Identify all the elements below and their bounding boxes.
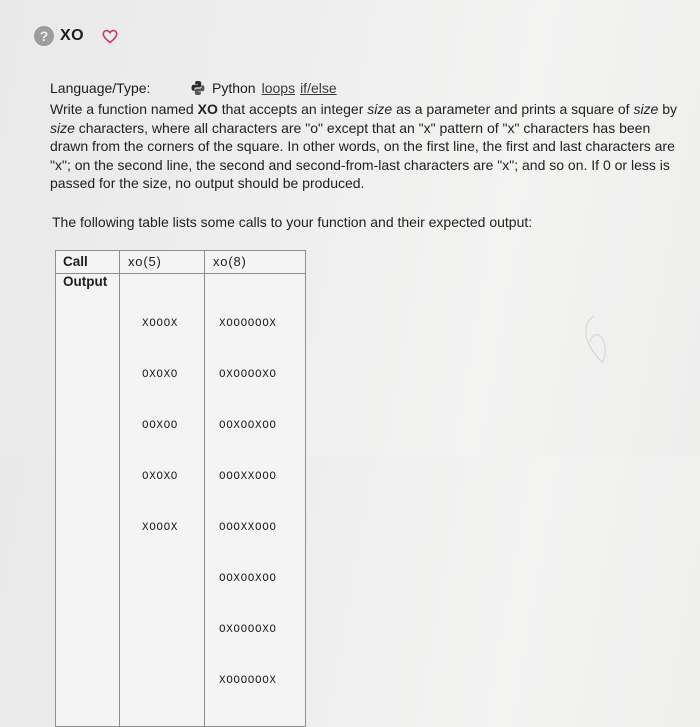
output-line: XOOOOOOX (219, 318, 277, 330)
tag-link-if-else[interactable]: if/else (300, 80, 337, 96)
output-line: XOOOX (142, 522, 179, 534)
call-cell: xo(8) (205, 251, 306, 274)
language-name: Python (212, 80, 256, 96)
description-text: that accepts an integer (217, 101, 368, 117)
table-header-row (56, 251, 306, 274)
python-icon (190, 80, 206, 96)
example-calls-table (55, 250, 306, 727)
description-text: characters, where all characters are "o" except that an "x" pattern of "x" characters has been drawn from the corners of the square. In other words, on the first line, the first and last characters are "x"; on the second line, the second and second-from-last characters are "x"; and so on. If 0 or less is passed for the size, no output should be produced. (50, 119, 675, 191)
call-header: Call (56, 251, 120, 274)
problem-header (34, 26, 118, 46)
output-line: OOOXXOOO (219, 471, 277, 483)
call-cell: xo(5) (120, 251, 205, 274)
description-text: as a parameter and prints a square of (392, 101, 634, 117)
tag-link-loops[interactable]: loops (261, 80, 296, 96)
output-cell (205, 274, 306, 727)
output-line: OXOXO (142, 369, 179, 381)
output-header: Output (56, 274, 120, 727)
description-text: by (658, 101, 678, 117)
output-line: XOOOOOOX (219, 675, 277, 687)
table-output-row (56, 274, 306, 727)
output-line: OOXOOXOO (219, 420, 277, 432)
output-line: OOXOOXOO (219, 573, 277, 585)
output-line: OXOOOOXO (219, 369, 277, 381)
help-icon[interactable]: ? (34, 26, 54, 46)
output-line: OOXOO (142, 420, 179, 432)
problem-title: XO (60, 27, 85, 44)
output-line: OOOXXOOO (219, 522, 277, 534)
output-line: OXOXO (142, 471, 179, 483)
size-param: size (367, 101, 393, 117)
size-param: size (633, 101, 659, 117)
size-param: size (50, 119, 75, 136)
problem-description (50, 100, 690, 193)
description-text: Write a function named (50, 101, 198, 117)
output-line: OXOOOOXO (219, 624, 277, 636)
output-line: XOOOX (142, 318, 179, 330)
language-row (50, 80, 342, 96)
heart-icon[interactable] (102, 29, 118, 44)
language-label: Language/Type: (50, 80, 151, 96)
table-intro: The following table lists some calls to your function and their expected output: (52, 214, 533, 230)
output-cell (120, 274, 205, 727)
function-name: XO (197, 101, 218, 117)
pencil-scribble (576, 312, 612, 373)
